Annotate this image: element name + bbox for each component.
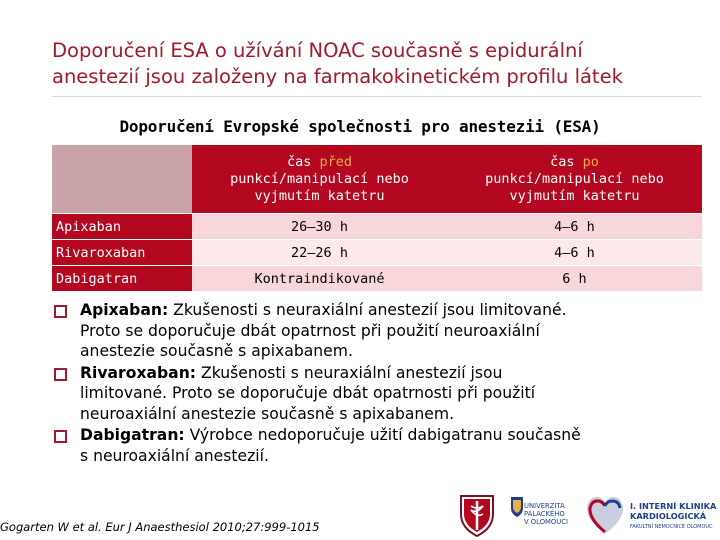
footer-logos	[458, 492, 720, 540]
bullet-drug-name: Apixaban:	[80, 301, 169, 319]
clinic-line2: KARDIOLOGICKÁ	[630, 510, 707, 521]
table-header-before	[192, 145, 447, 214]
list-item	[54, 363, 694, 425]
bullet-box-icon	[54, 305, 67, 318]
drug-name-cell: Rivaroxaban	[52, 240, 192, 266]
table-header-after	[447, 145, 702, 214]
bullet-line: neuroaxiální anestezie současně s apixabanem.	[80, 404, 455, 423]
clinic-line1: I. INTERNÍ KLINIKA	[630, 501, 717, 511]
header-after-line2: punkcí/manipulací nebo	[485, 170, 664, 187]
table-header-row	[52, 145, 702, 214]
header-before-prefix: čas	[286, 153, 320, 170]
before-cell: Kontraindikované	[192, 266, 447, 292]
bullet-line: s neuroaxiální anestezií.	[80, 446, 269, 465]
header-after-line3: vyjmutím katetru	[509, 187, 640, 204]
citation: Gogarten W et al. Eur J Anaesthesiol 2010;27:999-1015	[0, 520, 320, 534]
bullet-text: Zkušenosti s neuraxiální anestezií jsou limitované.	[168, 301, 567, 319]
before-cell: 22–26 h	[192, 240, 447, 266]
table-heading: Doporučení Evropské společnosti pro anestezii (ESA)	[119, 117, 601, 136]
before-cell: 26–30 h	[192, 214, 447, 240]
title-divider	[52, 96, 702, 97]
slide-title	[52, 38, 692, 90]
university-line2: PALACKÉHO	[524, 510, 565, 518]
bullet-box-icon	[54, 430, 67, 443]
bullet-line	[80, 425, 694, 446]
university-line3: V OLOMOUCI	[524, 518, 568, 526]
bullet-text: Zkušenosti s neuraxiální anestezií jsou	[196, 363, 503, 382]
cardiology-heart-logo-icon	[582, 492, 628, 538]
header-after-highlight: po	[582, 153, 599, 170]
clinic-line3: FAKULTNÍ NEMOCNICE OLOMOUC	[630, 524, 713, 530]
slide-title-line-2: anestezií jsou založeny na farmakokinetickém profilu látek	[52, 65, 623, 88]
drug-name-cell: Apixaban	[52, 214, 192, 240]
header-before-line2: punkcí/manipulací nebo	[230, 170, 409, 187]
university-name	[524, 502, 568, 526]
bullet-box-icon	[54, 368, 67, 381]
university-crest-icon	[510, 496, 524, 518]
header-before-line3: vyjmutím katetru	[254, 187, 385, 204]
table-header-empty-cell	[52, 145, 192, 214]
table-row	[52, 214, 702, 240]
bullet-drug-name: Dabigatran:	[80, 426, 185, 444]
bullet-drug-name: Rivaroxaban:	[80, 363, 197, 382]
header-before-highlight: před	[319, 153, 353, 170]
slide-title-line-1: Doporučení ESA o užívání NOAC současně s epidurální	[52, 39, 583, 62]
university-line1: UNIVERZITA	[524, 502, 565, 510]
recommendation-table	[52, 145, 702, 291]
drug-name-cell: Dabigatran	[52, 266, 192, 292]
table-row	[52, 266, 702, 292]
table-row	[52, 240, 702, 266]
bullet-line: Proto se doporučuje dbát opatrnost při použití neuroaxiální	[80, 321, 540, 340]
bullet-line: limitované. Proto se doporučuje dbát opatrnosti při použití	[80, 384, 536, 402]
list-item	[54, 425, 694, 466]
header-after-prefix: čas	[550, 153, 583, 170]
after-cell: 4–6 h	[447, 240, 702, 266]
bullet-line	[80, 363, 694, 384]
clinic-name	[630, 502, 716, 533]
after-cell: 6 h	[447, 266, 702, 292]
after-cell: 4–6 h	[447, 214, 702, 240]
bullet-line: anestezie současně s apixabanem.	[80, 342, 353, 360]
list-item	[54, 300, 694, 362]
bullet-text: Výrobce nedoporučuje užití dabigatranu současně	[184, 426, 581, 444]
medical-shield-logo-icon	[458, 492, 496, 538]
bullet-line	[80, 300, 694, 321]
bullet-list	[54, 300, 694, 467]
